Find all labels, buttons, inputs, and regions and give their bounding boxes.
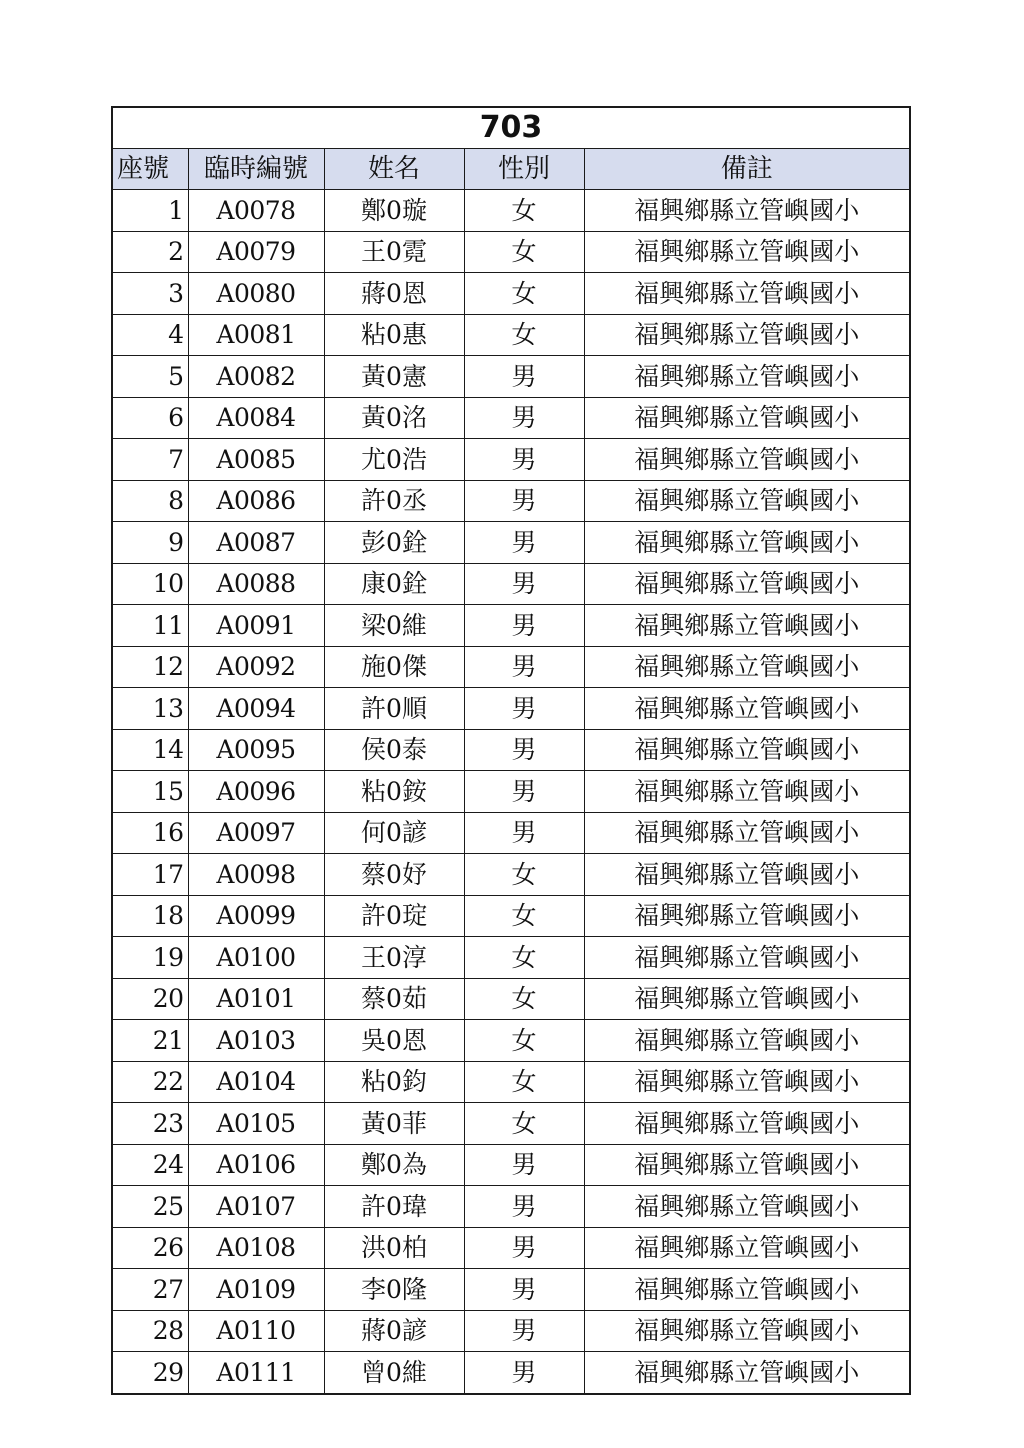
table-row [112,729,910,771]
cell-gender: 男 [464,522,584,564]
cell-temp-id: A0080 [188,273,324,315]
cell-seat: 28 [112,1310,188,1352]
cell-gender: 男 [464,439,584,481]
header-name: 姓名 [324,149,464,190]
cell-gender: 男 [464,563,584,605]
cell-name: 彭0銓 [324,522,464,564]
cell-seat: 3 [112,273,188,315]
header-seat: 座號 [112,149,188,190]
cell-temp-id: A0103 [188,1020,324,1062]
cell-seat: 27 [112,1269,188,1311]
cell-note: 福興鄉縣立管嶼國小 [584,729,910,771]
cell-gender: 男 [464,1227,584,1269]
table-row [112,314,910,356]
cell-temp-id: A0099 [188,895,324,937]
cell-temp-id: A0085 [188,439,324,481]
cell-note: 福興鄉縣立管嶼國小 [584,1020,910,1062]
cell-gender: 女 [464,190,584,232]
table-row [112,1269,910,1311]
cell-temp-id: A0091 [188,605,324,647]
cell-gender: 男 [464,646,584,688]
cell-gender: 男 [464,397,584,439]
cell-name: 蔣0恩 [324,273,464,315]
cell-temp-id: A0106 [188,1144,324,1186]
cell-note: 福興鄉縣立管嶼國小 [584,231,910,273]
cell-note: 福興鄉縣立管嶼國小 [584,771,910,813]
cell-name: 粘0鈞 [324,1061,464,1103]
cell-note: 福興鄉縣立管嶼國小 [584,895,910,937]
cell-seat: 13 [112,688,188,730]
table-row [112,688,910,730]
cell-temp-id: A0100 [188,937,324,979]
cell-gender: 女 [464,854,584,896]
cell-note: 福興鄉縣立管嶼國小 [584,439,910,481]
table-row [112,439,910,481]
table-row [112,397,910,439]
cell-name: 鄭0璇 [324,190,464,232]
cell-note: 福興鄉縣立管嶼國小 [584,522,910,564]
cell-seat: 29 [112,1352,188,1394]
table-row [112,231,910,273]
cell-temp-id: A0082 [188,356,324,398]
cell-name: 梁0維 [324,605,464,647]
cell-temp-id: A0098 [188,854,324,896]
cell-seat: 18 [112,895,188,937]
cell-seat: 6 [112,397,188,439]
cell-seat: 14 [112,729,188,771]
header-note: 備註 [584,149,910,190]
cell-temp-id: A0111 [188,1352,324,1394]
cell-gender: 女 [464,937,584,979]
cell-note: 福興鄉縣立管嶼國小 [584,1061,910,1103]
cell-note: 福興鄉縣立管嶼國小 [584,1144,910,1186]
cell-temp-id: A0097 [188,812,324,854]
cell-note: 福興鄉縣立管嶼國小 [584,646,910,688]
cell-gender: 男 [464,1352,584,1394]
cell-gender: 女 [464,978,584,1020]
cell-seat: 12 [112,646,188,688]
cell-gender: 男 [464,1310,584,1352]
cell-seat: 16 [112,812,188,854]
cell-name: 許0順 [324,688,464,730]
table-row [112,563,910,605]
table-row [112,812,910,854]
table-row [112,937,910,979]
cell-note: 福興鄉縣立管嶼國小 [584,1310,910,1352]
table-row [112,1186,910,1228]
cell-seat: 17 [112,854,188,896]
cell-seat: 23 [112,1103,188,1145]
cell-temp-id: A0095 [188,729,324,771]
cell-seat: 7 [112,439,188,481]
cell-note: 福興鄉縣立管嶼國小 [584,273,910,315]
cell-name: 鄭0為 [324,1144,464,1186]
cell-temp-id: A0110 [188,1310,324,1352]
table-row [112,854,910,896]
cell-temp-id: A0105 [188,1103,324,1145]
cell-temp-id: A0101 [188,978,324,1020]
cell-gender: 女 [464,1020,584,1062]
table-row [112,273,910,315]
table-row [112,1103,910,1145]
table-row [112,646,910,688]
cell-name: 許0丞 [324,480,464,522]
cell-gender: 男 [464,356,584,398]
cell-temp-id: A0087 [188,522,324,564]
table-row [112,1352,910,1394]
cell-seat: 25 [112,1186,188,1228]
cell-name: 王0霓 [324,231,464,273]
cell-seat: 1 [112,190,188,232]
table-row [112,1061,910,1103]
table-row [112,1227,910,1269]
cell-temp-id: A0094 [188,688,324,730]
class-roster-table [111,106,911,1395]
table-row [112,978,910,1020]
table-row [112,522,910,564]
cell-gender: 男 [464,729,584,771]
cell-gender: 男 [464,1269,584,1311]
table-row [112,605,910,647]
cell-seat: 11 [112,605,188,647]
cell-note: 福興鄉縣立管嶼國小 [584,1352,910,1394]
table-row [112,190,910,232]
cell-gender: 女 [464,314,584,356]
table-row [112,1020,910,1062]
cell-gender: 男 [464,1186,584,1228]
cell-temp-id: A0109 [188,1269,324,1311]
table-row [112,1144,910,1186]
table-row [112,1310,910,1352]
cell-temp-id: A0096 [188,771,324,813]
cell-seat: 2 [112,231,188,273]
cell-gender: 女 [464,1103,584,1145]
cell-seat: 26 [112,1227,188,1269]
cell-name: 許0瑋 [324,1186,464,1228]
cell-name: 許0琔 [324,895,464,937]
cell-seat: 5 [112,356,188,398]
cell-note: 福興鄉縣立管嶼國小 [584,978,910,1020]
cell-gender: 男 [464,812,584,854]
cell-name: 黃0菲 [324,1103,464,1145]
cell-seat: 21 [112,1020,188,1062]
cell-temp-id: A0088 [188,563,324,605]
cell-temp-id: A0107 [188,1186,324,1228]
cell-note: 福興鄉縣立管嶼國小 [584,605,910,647]
cell-temp-id: A0084 [188,397,324,439]
cell-name: 何0諺 [324,812,464,854]
table-row [112,356,910,398]
cell-seat: 22 [112,1061,188,1103]
cell-gender: 男 [464,605,584,647]
cell-note: 福興鄉縣立管嶼國小 [584,1269,910,1311]
cell-seat: 10 [112,563,188,605]
cell-seat: 9 [112,522,188,564]
cell-note: 福興鄉縣立管嶼國小 [584,937,910,979]
class-title: 703 [112,107,910,149]
cell-seat: 20 [112,978,188,1020]
cell-temp-id: A0092 [188,646,324,688]
cell-name: 黃0憲 [324,356,464,398]
roster-body [112,190,910,1394]
cell-name: 康0銓 [324,563,464,605]
cell-note: 福興鄉縣立管嶼國小 [584,1227,910,1269]
cell-name: 洪0柏 [324,1227,464,1269]
cell-name: 尤0浩 [324,439,464,481]
cell-gender: 女 [464,273,584,315]
cell-name: 吳0恩 [324,1020,464,1062]
cell-note: 福興鄉縣立管嶼國小 [584,356,910,398]
cell-gender: 男 [464,1144,584,1186]
cell-gender: 男 [464,480,584,522]
cell-note: 福興鄉縣立管嶼國小 [584,854,910,896]
cell-seat: 15 [112,771,188,813]
header-gender: 性別 [464,149,584,190]
cell-name: 蔡0妤 [324,854,464,896]
cell-temp-id: A0104 [188,1061,324,1103]
cell-name: 王0淳 [324,937,464,979]
cell-gender: 女 [464,1061,584,1103]
cell-gender: 女 [464,895,584,937]
cell-note: 福興鄉縣立管嶼國小 [584,812,910,854]
cell-name: 粘0銨 [324,771,464,813]
cell-note: 福興鄉縣立管嶼國小 [584,314,910,356]
cell-seat: 8 [112,480,188,522]
cell-gender: 男 [464,688,584,730]
cell-temp-id: A0086 [188,480,324,522]
cell-name: 蔡0茹 [324,978,464,1020]
cell-gender: 男 [464,771,584,813]
cell-temp-id: A0081 [188,314,324,356]
cell-name: 李0隆 [324,1269,464,1311]
cell-note: 福興鄉縣立管嶼國小 [584,480,910,522]
cell-temp-id: A0108 [188,1227,324,1269]
cell-note: 福興鄉縣立管嶼國小 [584,1186,910,1228]
table-row [112,480,910,522]
cell-seat: 24 [112,1144,188,1186]
cell-name: 黃0洺 [324,397,464,439]
header-row [112,149,910,190]
cell-temp-id: A0079 [188,231,324,273]
table-row [112,895,910,937]
cell-note: 福興鄉縣立管嶼國小 [584,563,910,605]
cell-temp-id: A0078 [188,190,324,232]
header-temp-id: 臨時編號 [188,149,324,190]
cell-note: 福興鄉縣立管嶼國小 [584,688,910,730]
cell-name: 曾0維 [324,1352,464,1394]
cell-name: 侯0泰 [324,729,464,771]
cell-note: 福興鄉縣立管嶼國小 [584,397,910,439]
cell-name: 粘0惠 [324,314,464,356]
table-row [112,771,910,813]
cell-gender: 女 [464,231,584,273]
cell-seat: 19 [112,937,188,979]
cell-name: 蔣0諺 [324,1310,464,1352]
cell-seat: 4 [112,314,188,356]
cell-note: 福興鄉縣立管嶼國小 [584,190,910,232]
cell-name: 施0傑 [324,646,464,688]
cell-note: 福興鄉縣立管嶼國小 [584,1103,910,1145]
